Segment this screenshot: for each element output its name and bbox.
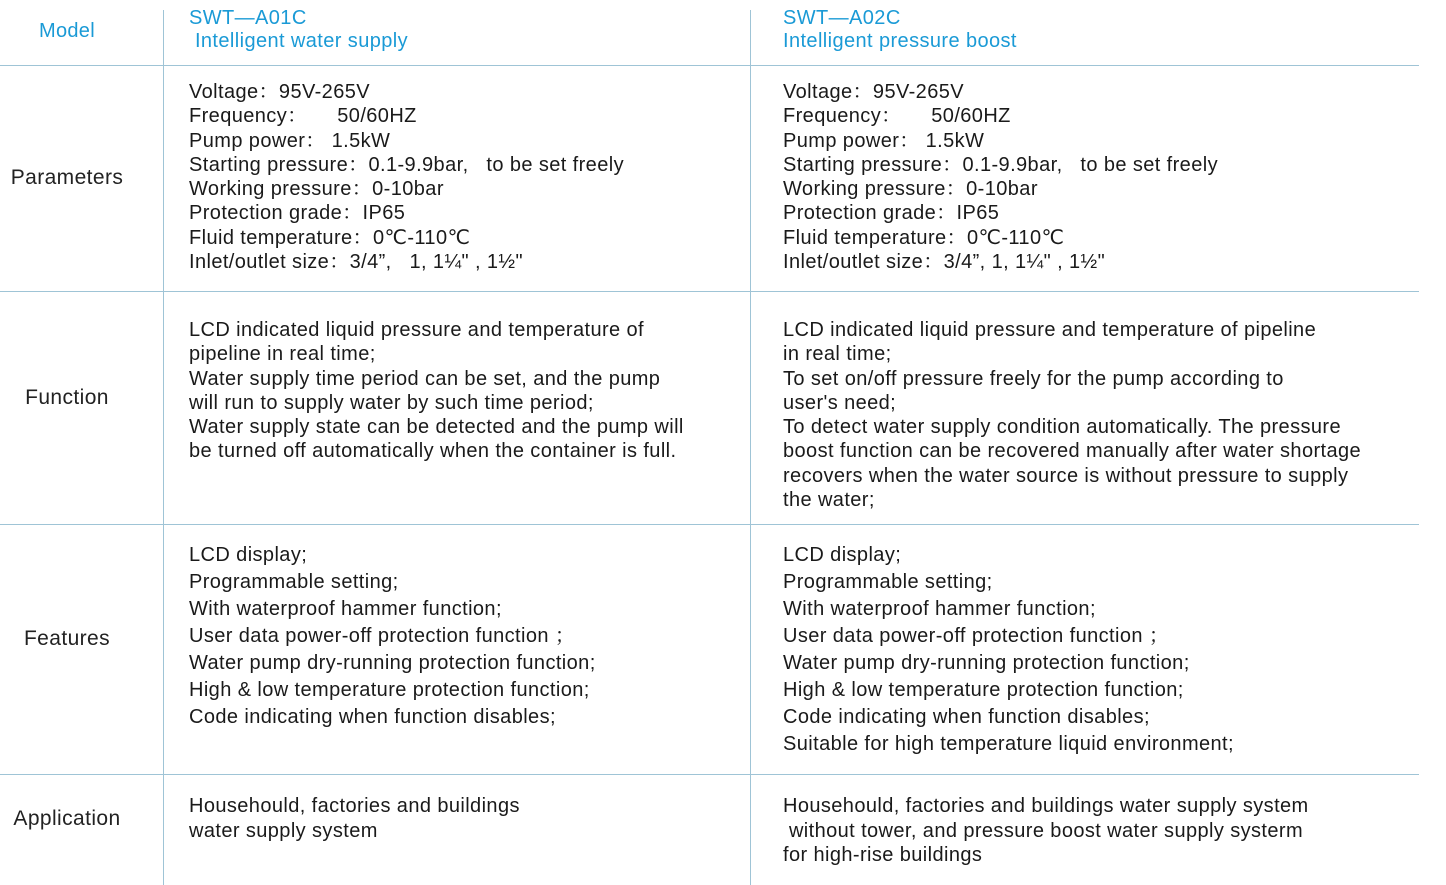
model-col2-name: SWT—A02C	[783, 7, 901, 29]
param-line: Fluid temperature：0℃-110℃	[189, 226, 471, 249]
application-line: without tower, and pressure boost water supply systerm	[783, 819, 1304, 842]
model-col1-name: SWT—A01C	[189, 7, 307, 29]
function-line: will run to supply water by such time period;	[189, 391, 594, 414]
feature-line: With waterproof hammer function;	[189, 598, 502, 620]
features-col1	[189, 542, 596, 731]
row-divider-header	[0, 65, 1419, 66]
param-line: Protection grade：IP65	[783, 202, 1000, 225]
param-line: Inlet/outlet size：3/4”, 1, 1¼" , 1½"	[783, 251, 1106, 274]
function-line: To set on/off pressure freely for the pump according to	[783, 367, 1284, 390]
function-line: Water supply time period can be set, and the pump	[189, 367, 661, 390]
function-line: To detect water supply condition automatically. The pressure	[783, 416, 1341, 439]
row-divider-features	[0, 774, 1419, 775]
application-line: water supply system	[189, 819, 378, 842]
param-line: Pump power： 1.5kW	[189, 129, 391, 152]
row-divider-function	[0, 524, 1419, 525]
function-line: LCD indicated liquid pressure and temperature of	[189, 319, 645, 341]
model-col2-header	[783, 7, 1017, 53]
row-divider-parameters	[0, 291, 1419, 292]
feature-line: Suitable for high temperature liquid environment;	[783, 733, 1234, 755]
model-col2-subtitle: Intelligent pressure boost	[783, 30, 1017, 52]
function-line: Water supply state can be detected and the pump will	[189, 416, 684, 439]
function-line: in real time;	[783, 343, 892, 366]
param-line: Starting pressure：0.1-9.9bar, to be set freely	[783, 153, 1218, 176]
application-line: for high-rise buildings	[783, 844, 983, 866]
feature-line: High & low temperature protection function;	[189, 679, 590, 701]
application-col1	[189, 794, 520, 843]
param-line: Fluid temperature：0℃-110℃	[783, 226, 1065, 249]
function-line: user's need;	[783, 391, 897, 414]
feature-line: Code indicating when function disables;	[189, 706, 556, 728]
column-divider-2	[750, 10, 751, 885]
function-line: the water;	[783, 489, 875, 512]
feature-line: Programmable setting;	[783, 571, 993, 593]
feature-line: User data power-off protection function ；	[189, 625, 576, 647]
param-line: Inlet/outlet size：3/4”, 1, 1¼" , 1½"	[189, 251, 524, 274]
param-line: Pump power： 1.5kW	[783, 129, 985, 152]
application-label: Application	[13, 807, 121, 830]
function-col1	[189, 318, 684, 464]
feature-line: LCD display;	[783, 544, 902, 566]
feature-line: User data power-off protection function ；	[783, 625, 1170, 647]
function-label: Function	[25, 386, 109, 409]
param-line: Starting pressure：0.1-9.9bar, to be set freely	[189, 153, 624, 176]
feature-line: With waterproof hammer function;	[783, 598, 1096, 620]
function-line: LCD indicated liquid pressure and temperature of pipeline	[783, 319, 1317, 341]
feature-line: High & low temperature protection function;	[783, 679, 1184, 701]
feature-line: Programmable setting;	[189, 571, 399, 593]
param-line: Frequency： 50/60HZ	[783, 105, 1011, 128]
model-col1-subtitle: Intelligent water supply	[189, 30, 409, 52]
feature-line: Code indicating when function disables;	[783, 706, 1150, 728]
column-divider-1	[163, 10, 164, 885]
param-line: Working pressure：0-10bar	[189, 178, 444, 201]
application-line: Househould, factories and buildings water supply system	[783, 795, 1309, 817]
model-header-label: Model	[39, 20, 95, 42]
param-line: Protection grade：IP65	[189, 202, 406, 225]
features-label: Features	[23, 627, 111, 650]
function-line: be turned off automatically when the container is full.	[189, 440, 677, 463]
parameters-col2	[783, 80, 1218, 274]
param-line: Frequency： 50/60HZ	[189, 105, 417, 128]
parameters-label: Parameters	[10, 166, 124, 189]
feature-line: LCD display;	[189, 544, 308, 566]
features-col2	[783, 542, 1234, 758]
feature-line: Water pump dry-running protection function;	[783, 652, 1190, 674]
param-line: Working pressure：0-10bar	[783, 178, 1038, 201]
feature-line: Water pump dry-running protection function;	[189, 652, 596, 674]
application-line: Househould, factories and buildings	[189, 795, 520, 817]
parameters-col1	[189, 80, 624, 274]
function-line: pipeline in real time;	[189, 343, 376, 366]
function-line: boost function can be recovered manually after water shortage	[783, 440, 1362, 463]
param-line: Voltage：95V-265V	[189, 81, 370, 103]
param-line: Voltage：95V-265V	[783, 81, 964, 103]
application-col2	[783, 794, 1309, 868]
function-line: recovers when the water source is without pressure to supply	[783, 464, 1349, 487]
function-col2	[783, 318, 1361, 512]
model-col1-header	[189, 7, 408, 53]
